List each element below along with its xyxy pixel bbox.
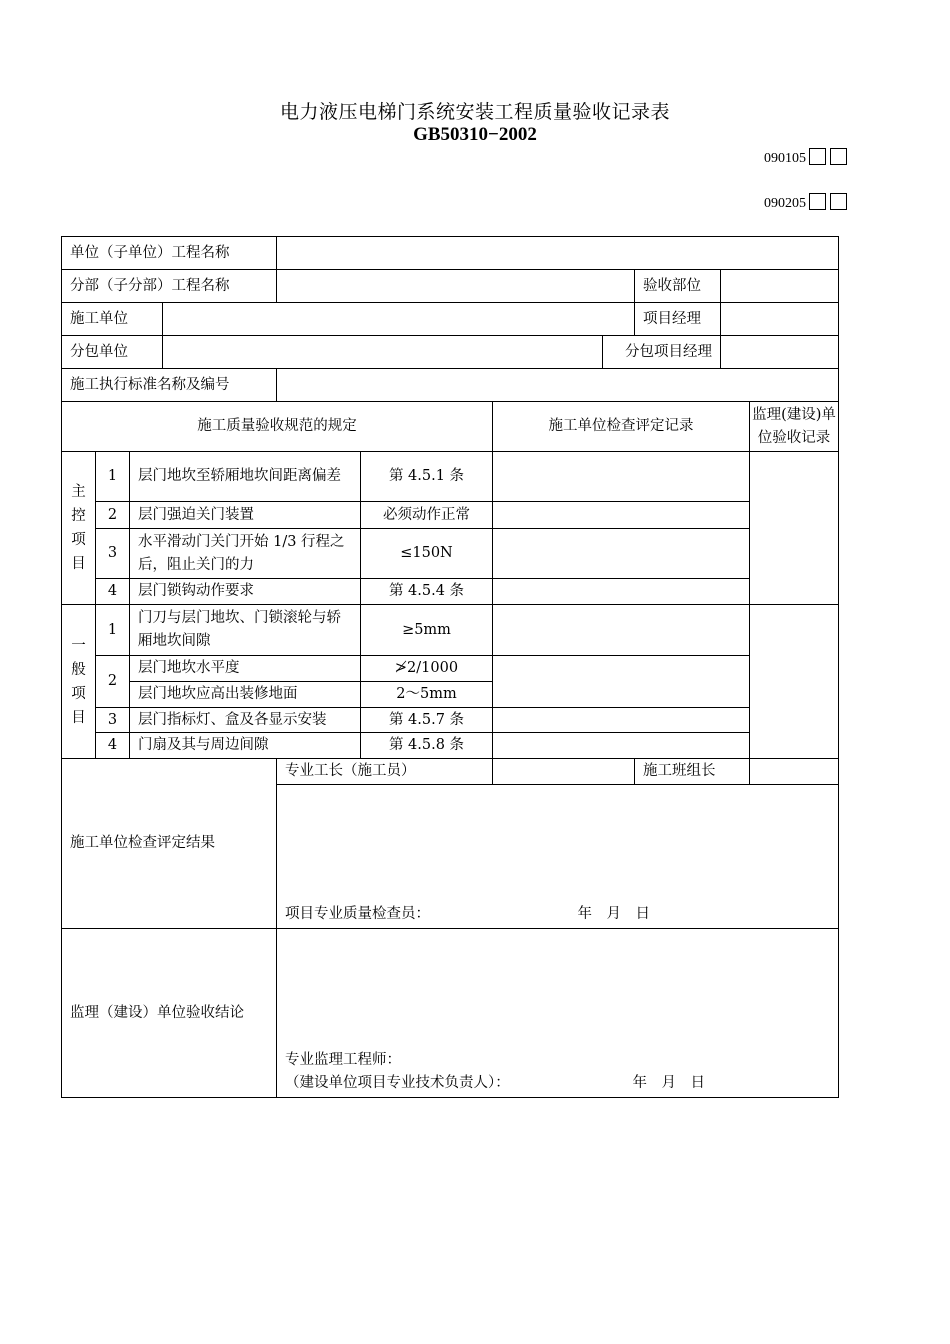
item-number: 1 <box>96 605 130 656</box>
supervisor-date: 年 月 日 <box>632 1075 706 1091</box>
supervisor-record-cell[interactable] <box>750 452 839 605</box>
contractor-record-cell[interactable] <box>493 452 750 502</box>
item-requirement: ≤150N <box>361 529 493 579</box>
item-number: 3 <box>96 529 130 579</box>
supervisor-result-area[interactable] <box>277 929 839 1098</box>
table-row <box>62 708 839 733</box>
row-subcontractor <box>62 336 839 369</box>
row-contractor <box>62 303 839 336</box>
standard-label: 施工执行标准名称及编号 <box>62 369 277 402</box>
item-description: 层门地坎水平度 <box>130 656 361 682</box>
item-number: 2 <box>96 656 130 708</box>
unit-project-field[interactable] <box>277 237 839 270</box>
table-row <box>62 656 839 682</box>
form-code-2-text: 090205 <box>764 196 806 211</box>
checkbox-2a[interactable] <box>809 193 826 210</box>
table-row <box>62 502 839 529</box>
checkbox-1a[interactable] <box>809 148 826 165</box>
contractor-record-cell[interactable] <box>493 733 750 759</box>
supervisor-result-label: 监理（建设）单位验收结论 <box>62 929 277 1098</box>
sub-project-label: 分部（子分部）工程名称 <box>62 270 277 303</box>
contractor-record-header: 施工单位检查评定记录 <box>493 402 750 452</box>
contractor-record-cell[interactable] <box>493 529 750 579</box>
item-number: 4 <box>96 579 130 605</box>
item-description: 层门指标灯、盒及各显示安装 <box>130 708 361 733</box>
general-items-label: 一 般 项 目 <box>62 605 96 759</box>
sub-project-manager-label: 分包项目经理 <box>603 336 721 369</box>
acceptance-part-label: 验收部位 <box>635 270 721 303</box>
item-requirement: 必须动作正常 <box>361 502 493 529</box>
standard-code: GB50310−2002 <box>413 124 537 145</box>
team-leader-label: 施工班组长 <box>635 759 750 785</box>
item-number: 3 <box>96 708 130 733</box>
item-requirement: 第 4.5.4 条 <box>361 579 493 605</box>
sub-project-field[interactable] <box>277 270 635 303</box>
project-manager-field[interactable] <box>721 303 839 336</box>
row-column-headers <box>62 402 839 452</box>
inspector-date: 年 月 日 <box>577 906 651 922</box>
item-requirement: ≯2/1000 <box>361 656 493 682</box>
contractor-record-cell[interactable] <box>493 605 750 656</box>
item-description: 门刀与层门地坎、门锁滚轮与轿厢地坎间隙 <box>130 605 361 656</box>
table-row <box>62 733 839 759</box>
table-row <box>62 529 839 579</box>
item-number: 1 <box>96 452 130 502</box>
subcontractor-label: 分包单位 <box>62 336 163 369</box>
item-description: 层门地坎应高出装修地面 <box>130 682 361 708</box>
checkbox-1b[interactable] <box>830 148 847 165</box>
project-manager-label: 项目经理 <box>635 303 721 336</box>
team-leader-field[interactable] <box>750 759 839 785</box>
form-code-1 <box>764 148 847 167</box>
item-description: 层门地坎至轿厢地坎间距离偏差 <box>130 452 361 502</box>
form-code-2 <box>764 193 847 212</box>
contractor-field[interactable] <box>163 303 635 336</box>
contractor-record-cell[interactable] <box>493 502 750 529</box>
item-requirement: 第 4.5.8 条 <box>361 733 493 759</box>
contractor-record-cell[interactable] <box>493 579 750 605</box>
item-requirement: ≥5mm <box>361 605 493 656</box>
row-supervisor-result <box>62 929 839 1098</box>
row-contractor-result-header <box>62 759 839 785</box>
item-description: 层门锁钩动作要求 <box>130 579 361 605</box>
row-unit-project <box>62 237 839 270</box>
supervisor-record-header: 监理(建设)单位验收记录 <box>750 402 839 452</box>
contractor-result-label: 施工单位检查评定结果 <box>62 759 277 929</box>
row-sub-project <box>62 270 839 303</box>
item-requirement: 第 4.5.1 条 <box>361 452 493 502</box>
table-row <box>62 605 839 656</box>
main-control-label: 主 控 项 目 <box>62 452 96 605</box>
standard-field[interactable] <box>277 369 839 402</box>
sub-project-manager-field[interactable] <box>721 336 839 369</box>
supervisor-record-cell[interactable] <box>750 605 839 759</box>
unit-project-label: 单位（子单位）工程名称 <box>62 237 277 270</box>
quality-inspector-label: 项目专业质量检查员： <box>285 906 430 922</box>
form-code-1-text: 090105 <box>764 151 806 166</box>
spec-header: 施工质量验收规范的规定 <box>62 402 493 452</box>
item-number: 2 <box>96 502 130 529</box>
row-standard <box>62 369 839 402</box>
item-requirement: 第 4.5.7 条 <box>361 708 493 733</box>
table-row <box>62 579 839 605</box>
item-number: 4 <box>96 733 130 759</box>
foreman-field[interactable] <box>493 759 635 785</box>
inspection-form-table <box>61 236 839 1098</box>
item-description: 门扇及其与周边间隙 <box>130 733 361 759</box>
contractor-record-cell[interactable] <box>493 656 750 708</box>
item-requirement: 2～5mm <box>361 682 493 708</box>
foreman-label: 专业工长（施工员） <box>277 759 493 785</box>
item-description: 水平滑动门关门开始 1/3 行程之后，阻止关门的力 <box>130 529 361 579</box>
contractor-label: 施工单位 <box>62 303 163 336</box>
contractor-result-area[interactable] <box>277 785 839 929</box>
acceptance-part-field[interactable] <box>721 270 839 303</box>
subcontractor-field[interactable] <box>163 336 603 369</box>
supervising-engineer-label: 专业监理工程师： <box>285 1052 401 1068</box>
item-description: 层门强迫关门装置 <box>130 502 361 529</box>
contractor-record-cell[interactable] <box>493 708 750 733</box>
form-title: 电力液压电梯门系统安装工程质量验收记录表 <box>279 101 670 123</box>
table-row <box>62 452 839 502</box>
checkbox-2b[interactable] <box>830 193 847 210</box>
owner-technical-lead-label: （建设单位项目专业技术负责人）： <box>285 1075 510 1091</box>
